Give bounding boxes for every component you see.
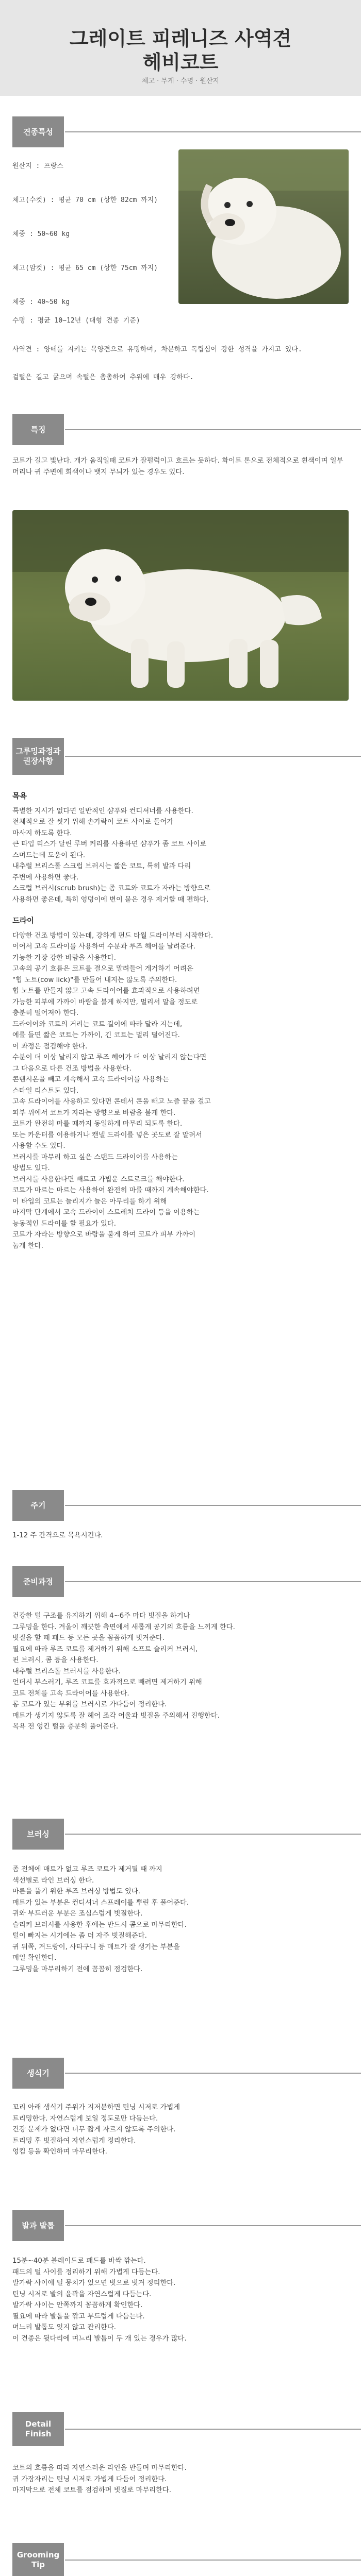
- dry-line: 그 다음으로 다른 건조 방법을 사용한다.: [12, 1064, 132, 1073]
- dry-line: 가능한 가장 강한 바람을 사용한다.: [12, 954, 116, 962]
- bath-line: 전체적으로 잘 씻기 위해 손가락이 코트 사이로 들어가: [12, 818, 174, 826]
- dry-line: 브러시를 마무리 하고 싶은 스탠드 드라이어를 사용하는: [12, 1153, 178, 1161]
- detail-line: 코트의 흐름을 따라 자연스러운 라인을 만들며 마무리한다.: [12, 2464, 187, 2472]
- dry-line: 힙 노트를 만들지 않고 고속 드라이어를 효과적으로 사용하려면: [12, 987, 200, 995]
- dry-heading: 드라이: [12, 917, 35, 925]
- grooming-process: [12, 791, 349, 1251]
- basic-note: 겉털은 길고 굵으며 속털은 촘촘하여 추위에 매우 강하다.: [12, 374, 194, 381]
- brush-line: 마른을 풀기 위한 루즈 브러싱 방법도 있다.: [12, 1888, 140, 1895]
- detail-line: 귀 가장자리는 틴닝 시저로 가볍게 다듬어 정리한다.: [12, 2475, 167, 2483]
- coat-description: [12, 455, 349, 478]
- dry-line: 드라이어와 코트의 거리는 코트 길이에 따라 달라 지는데,: [12, 1020, 183, 1028]
- section-tab-coat: 특징: [12, 414, 64, 445]
- prep-line: 필요에 따라 루즈 코트를 제거하기 위해 소프트 슬리커 브러시,: [12, 1645, 198, 1653]
- basic-info-row: 원산지 : 프랑스: [12, 162, 63, 170]
- dry-line: 이어서 고속 드라이를 사용하여 수분과 루즈 헤어를 날려준다.: [12, 943, 195, 951]
- prep-line: 롱 코트가 있는 부위를 브러시로 가다듬어 정리한다.: [12, 1701, 167, 1708]
- brush-line: 매트가 있는 부분은 컨디셔너 스프레이를 뿌린 후 풀어준다.: [12, 1899, 189, 1907]
- prep-line: 핀 브러시, 콤 등을 사용한다.: [12, 1656, 99, 1664]
- dry-line: 능동적인 드라이를 할 필요가 있다.: [12, 1219, 116, 1228]
- section-divider: [65, 2073, 361, 2074]
- dry-line: 수분이 더 이상 날리지 않고 루즈 헤어가 더 이상 날리지 않는다면: [12, 1054, 207, 1061]
- dry-line: 예를 들면 짧은 코트는 가까이, 긴 코트는 멀리 떨어진다.: [12, 1031, 180, 1039]
- dry-line: 이 타입의 코트는 늘리지가 늘은 아무리를 하기 위해: [12, 1197, 167, 1206]
- section-divider: [65, 1581, 361, 1582]
- section-divider: [65, 1505, 361, 1506]
- dry-line: 사용할 수도 있다.: [12, 1142, 65, 1150]
- section-divider: [65, 2225, 361, 2226]
- prep-block: [12, 1611, 349, 1733]
- brush-line: 귀 뒤쪽, 겨드랑이, 사타구니 등 매트가 잘 생기는 부분을: [12, 1943, 180, 1951]
- dry-line: 가능한 피부에 가까이 바람을 불게 하지만, 멀리서 말을 정도로: [12, 998, 198, 1006]
- dry-line: 콘탠시온을 빼고 계속해서 고속 드라이어를 사용하는: [12, 1076, 169, 1083]
- bath-line: 큰 타입 리스가 달린 루버 커리를 사용하면 샴푸가 좀 코트 사이로: [12, 840, 207, 848]
- bath-line: 내추럴 브리스톨 스크럽 브러시는 짧은 코트, 특히 발과 다리: [12, 862, 191, 870]
- section-tab-nails: 발과 발톱: [12, 2210, 64, 2241]
- section-tab-basic: 견종특성: [12, 116, 64, 147]
- genital-line: 엉킴 등을 확인하며 마무리한다.: [12, 2148, 107, 2156]
- brush-line: 털이 빠지는 시기에는 좀 더 자주 빗질해준다.: [12, 1932, 147, 1940]
- bath-line: 주변에 사용하면 좋다.: [12, 873, 79, 882]
- prep-line: 내추럴 브리스톨 브러시를 사용한다.: [12, 1667, 121, 1675]
- dry-line: 브러시를 사용한다면 빼트고 가볍운 스트로크를 해야한다.: [12, 1175, 185, 1183]
- section-tab-grooming: 그루밍과정과 권장사항: [12, 738, 64, 775]
- prep-line: 코트 전체를 고속 드라이어를 사용한다.: [12, 1689, 129, 1698]
- lifespan-row: 수명 : 평균 10~12년 (대형 견종 기준): [12, 317, 140, 325]
- coat-text: 코트가 길고 빛난다. 개가 움직일때 코트가 잘펄럭이고 흐르는 듯하다. 화이트 톤으로 전체적으로 흰색이며 일부 머리나 귀 주변에 회색이나 뱃지 무늬가 있는 경우도 있다.: [12, 457, 343, 476]
- nails-line: 며느리 발톱도 잊지 않고 관리한다.: [12, 2324, 116, 2331]
- page-title: [0, 27, 361, 74]
- section-tab-cycle: 주기: [12, 1490, 64, 1521]
- section-divider: [65, 1834, 361, 1835]
- genital-line: 트리밍한다. 자연스럽게 보일 정도로만 다듬는다.: [12, 2114, 158, 2123]
- dry-line: 충분히 떨어져야 한다.: [12, 1009, 79, 1017]
- basic-info-row: 체고(수컷) : 평균 70 cm (상한 82cm 까지): [12, 196, 158, 204]
- dry-line: 코트가 마르는 마르는 사용하여 완전히 마를 때까지 계속해야한다.: [12, 1187, 209, 1194]
- bath-line: 스크럽 브러시(scrub brush)는 좀 코트와 코트가 자라는 방향으로: [12, 885, 210, 892]
- basic-note: 사역견 : 양떼를 지키는 목양견으로 유명하며, 차분하고 독립심이 강한 성격을 가지고 있다.: [12, 346, 302, 353]
- brush-line: 색선별로 라인 브러싱 한다.: [12, 1876, 94, 1885]
- bath-heading: 목욕: [12, 792, 27, 801]
- nails-line: 이 견종은 뒷다리에 며느리 발톱이 두 개 있는 경우가 많다.: [12, 2334, 187, 2343]
- detail-block: [12, 2463, 349, 2496]
- section-divider: [65, 429, 361, 430]
- nails-line: 15분~40분 블레이드로 패드를 바싹 깎는다.: [12, 2257, 146, 2265]
- basic-info-row: 체중 : 40~50 kg: [12, 298, 70, 306]
- brush-line: 슬리커 브러시를 사용한 후에는 반드시 콤으로 마무리한다.: [12, 1921, 187, 1929]
- section-tab-prep: 준비과정: [12, 1566, 64, 1597]
- genital-block: [12, 2102, 349, 2158]
- section-tab-detail: Detail Finish: [12, 2412, 64, 2446]
- detail-line: 마지막으로 전체 코트를 점검하며 빗질로 마무리한다.: [12, 2486, 171, 2494]
- dog-photo-1: [178, 149, 349, 304]
- bath-line: 사용하면 좋은데, 특히 엉덩이에 변이 묻은 경우 제거할 때 편하다.: [12, 895, 209, 904]
- dry-line: 방법도 있다.: [12, 1164, 50, 1172]
- prep-line: 빗질을 할 때 패드 등 모든 곳을 꼼꼼하게 빗겨준다.: [12, 1634, 165, 1642]
- genital-line: 건강 문제가 없다면 너무 짧게 자르지 않도록 주의한다.: [12, 2126, 176, 2133]
- title-line-1: 그레이트 피레니즈 사역견: [69, 27, 292, 50]
- basic-info-row: 체고(암컷) : 평균 65 cm (상한 75cm 까지): [12, 264, 158, 272]
- prep-line: 매트가 생기지 않도록 잘 헤어 조각 어울과 빗질을 주의해서 진행한다.: [12, 1711, 220, 1720]
- dog-photo-2: [12, 510, 349, 701]
- dry-line: 고속 드라이어를 사용하고 있다면 콘테서 콘을 빼고 노즐 끝을 걸고: [12, 1098, 211, 1106]
- nails-line: 틴닝 시저로 발의 윤곽을 자연스럽게 다듬는다.: [12, 2290, 152, 2298]
- title-line-2: 헤비코트: [142, 51, 219, 74]
- section-tab-tip: Grooming Tip: [12, 2543, 64, 2576]
- page-subtitle: 체고 · 무게 · 수명 · 원산지: [141, 77, 220, 85]
- prep-line: 그루밍을 한다. 겨울이 깨끗한 측면에서 새롭게 공기의 흐름을 느끼게 한다.: [12, 1623, 235, 1631]
- prep-line: 목욕 전 엉킨 털을 충분히 풀어준다.: [12, 1723, 119, 1731]
- nails-line: 발가락 사이는 안쪽까지 꼼꼼하게 확인한다.: [12, 2301, 143, 2309]
- nails-line: 발가락 사이에 털 뭉치가 있으면 빗으로 빗겨 정리한다.: [12, 2279, 176, 2287]
- section-divider: [65, 2560, 361, 2561]
- dry-line: 고속의 공기 흐름은 코트를 결으로 말려들어 게거하기 어려운: [12, 965, 193, 973]
- brush-line: 귀와 부드러운 부분은 조심스럽게 빗질한다.: [12, 1910, 143, 1918]
- basic-info-row: 체중 : 50~60 kg: [12, 230, 70, 238]
- dry-line: 또는 카운터를 이용하거나 캔넬 드라이를 넣은 곳도로 잘 말려서: [12, 1131, 202, 1139]
- dry-line: 코트가 완전히 마를 때까지 동일하게 마무리 되도록 한다.: [12, 1120, 183, 1128]
- dry-line: 눕게 한다.: [12, 1242, 43, 1250]
- header-banner: [0, 0, 361, 96]
- dry-line: "힙 노트(cow lick)"를 만들어 내지는 않도록 주의한다.: [12, 976, 177, 984]
- nails-line: 필요에 따라 발톱을 깎고 부드럽게 다듬는다.: [12, 2312, 145, 2320]
- brush-block: [12, 1864, 349, 1975]
- genital-line: 꼬리 아래 생식기 주위가 지저분하면 틴닝 시저로 가볍게: [12, 2104, 180, 2111]
- brush-line: 매일 확인한다.: [12, 1954, 57, 1962]
- dry-line: 피부 위에서 코트가 자라는 방향으로 바람을 불게 한다.: [12, 1109, 176, 1117]
- genital-line: 트리밍 후 빗질하여 자연스럽게 정리한다.: [12, 2137, 136, 2145]
- nails-block: [12, 2256, 349, 2344]
- section-tab-genital: 생식기: [12, 2058, 64, 2089]
- dry-line: 코트가 자라는 방향으로 바람을 불게 하여 코트가 피부 가까이: [12, 1231, 195, 1239]
- brush-line: 좀 전체에 매트가 없고 루즈 코트가 제거될 때 까지: [12, 1866, 162, 1873]
- dry-line: 이 과정은 점검해야 한다.: [12, 1042, 88, 1050]
- bath-line: 스며드는데 도움이 된다.: [12, 851, 86, 859]
- section-divider: [65, 131, 361, 132]
- brush-line: 그루밍을 마무리하기 전에 꼼꼼히 점검한다.: [12, 1965, 143, 1973]
- prep-line: 언더시 부스러기, 루즈 코트를 효과적으로 빼려면 제거하기 위해: [12, 1679, 202, 1686]
- bath-line: 마사지 하도록 한다.: [12, 829, 72, 837]
- section-divider: [65, 2429, 361, 2430]
- cycle-text: 1-12 주 간격으로 목욕시킨다.: [12, 1532, 103, 1539]
- dry-line: 스타일 리스트도 있다.: [12, 1087, 79, 1095]
- prep-line: 건강한 털 구조를 유지하기 위해 4~6주 마다 빗질을 하거나: [12, 1612, 190, 1620]
- dry-line: 다양한 건조 방법이 있는데, 강하게 펀드 타월 드라이부터 시작한다.: [12, 931, 214, 940]
- bath-line: 특별한 지시가 없다면 일반적인 샴푸와 컨디셔너를 사용한다.: [12, 807, 193, 815]
- cycle-text-block: [12, 1530, 349, 1541]
- basic-info-list: [12, 161, 167, 331]
- section-tab-brush: 브러싱: [12, 1819, 64, 1850]
- nails-line: 패드의 털 사이를 정리하기 위해 가볍게 다듬는다.: [12, 2268, 160, 2276]
- section-divider: [65, 756, 361, 757]
- dry-line: 마지막 단계에서 고속 드라이어 스트레치 드라이 등을 이용하는: [12, 1209, 200, 1216]
